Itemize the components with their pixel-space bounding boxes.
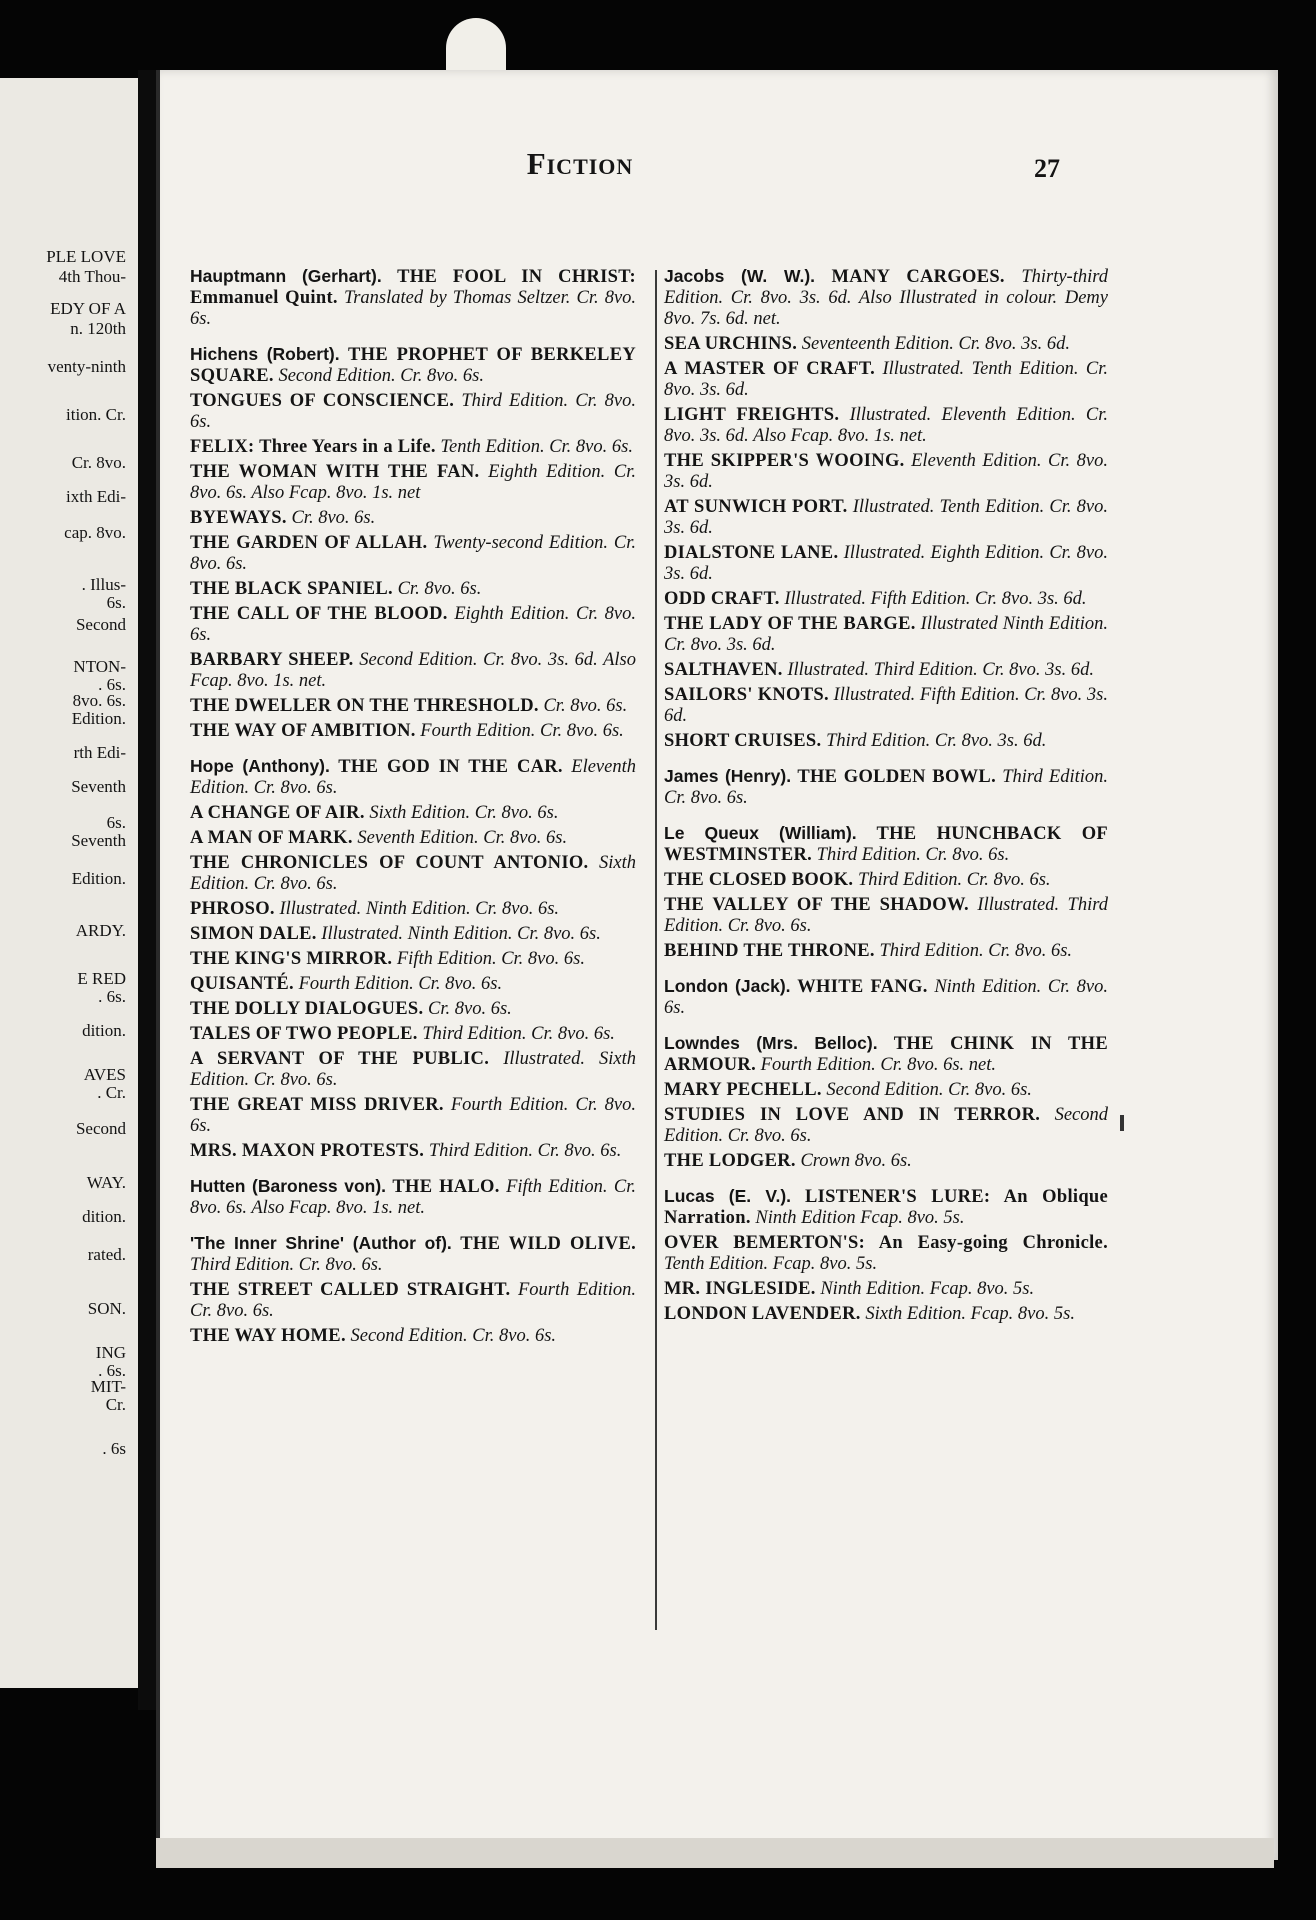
catalogue-entry: [190, 853, 636, 895]
entry-details: Ninth Edition. Fcap. 8vo. 5s.: [820, 1279, 1035, 1299]
left-page-fragment: EDY OF A: [50, 299, 126, 318]
entry-title: OVER BEMERTON'S: An Easy-going Chronicle.: [664, 1233, 1108, 1253]
catalogue-entry: [190, 437, 636, 458]
entry-details: Third Edition. Cr. 8vo. 6s.: [664, 767, 1109, 808]
entry-details: Sixth Edition. Cr. 8vo. 6s.: [190, 853, 636, 894]
entry-title: SHORT CRUISES.: [664, 731, 822, 751]
catalogue-entry: [190, 1176, 636, 1219]
entry-title: SEA URCHINS.: [664, 334, 798, 354]
catalogue-entry: [664, 895, 1108, 937]
left-page-fragment: rated.: [87, 1245, 126, 1264]
entry-details: Illustrated Ninth Edition. Cr. 8vo. 3s. 6d.: [664, 614, 1109, 655]
catalogue-entry: [190, 462, 636, 504]
entry-title: WHITE FANG.: [797, 977, 928, 997]
catalogue-entry: [664, 766, 1108, 809]
entry-details: Tenth Edition. Fcap. 8vo. 5s.: [664, 1254, 878, 1274]
catalogue-entry: [190, 391, 636, 433]
entry-title: AT SUNWICH PORT.: [664, 497, 848, 517]
left-page-fragment: rth Edi-: [73, 743, 126, 762]
catalogue-entry: [190, 533, 636, 575]
entry-details: Fourth Edition. Cr. 8vo. 6s.: [298, 974, 503, 994]
entry-title: THE WAY HOME.: [190, 1326, 346, 1346]
entry-details: Illustrated. Tenth Edition. Cr. 8vo. 3s. 6d.: [664, 359, 1109, 400]
entry-details: Third Edition. Cr. 8vo. 6s.: [428, 1141, 622, 1161]
entry-details: Sixth Edition. Cr. 8vo. 6s.: [369, 803, 559, 823]
catalogue-entry: [190, 999, 636, 1020]
catalogue-entry: [190, 1049, 636, 1091]
entry-title: BYEWAYS.: [190, 508, 287, 528]
catalogue-entry: [190, 974, 636, 995]
entry-title: THE CLOSED BOOK.: [664, 870, 854, 890]
entry-title: THE WILD OLIVE.: [460, 1234, 637, 1254]
entry-title: THE CHINK IN THE ARMOUR.: [664, 1034, 1108, 1075]
catalogue-entry: [664, 497, 1108, 539]
entry-details: Illustrated. Fifth Edition. Cr. 8vo. 3s. 6d.: [664, 685, 1109, 726]
left-page-fragment: ition. Cr.: [66, 405, 126, 424]
entry-details: Fifth Edition. Cr. 8vo. 6s.: [396, 949, 585, 969]
entry-details: Thirty-third Edition. Cr. 8vo. 3s. 6d. Also Illustrated in colour. Demy 8vo. 7s. 6d. net.: [664, 267, 1109, 329]
catalogue-entry: [664, 266, 1108, 330]
entry-details: Cr. 8vo. 6s.: [291, 508, 376, 528]
left-page-fragment: Edition.: [71, 869, 126, 888]
entry-title: MR. INGLESIDE.: [664, 1279, 816, 1299]
left-page-fragment: n. 120th: [70, 319, 126, 338]
entry-details: Translated by Thomas Seltzer. Cr. 8vo. 6s.: [190, 288, 637, 329]
left-page-fragment: dition.: [82, 1021, 126, 1040]
catalogue-entry: [664, 823, 1108, 866]
entry-details: Ninth Edition Fcap. 8vo. 5s.: [755, 1208, 965, 1228]
entry-details: Second Edition. Cr. 8vo. 6s.: [826, 1080, 1032, 1100]
catalogue-entry: [664, 1105, 1108, 1147]
entry-author: Lucas (E. V.).: [664, 1186, 792, 1206]
entry-details: Cr. 8vo. 6s.: [397, 579, 482, 599]
entry-title: MANY CARGOES.: [831, 267, 1005, 287]
entry-title: TONGUES OF CONSCIENCE.: [190, 391, 455, 411]
entry-title: THE KING'S MIRROR.: [190, 949, 393, 969]
entry-title: FELIX: Three Years in a Life.: [190, 437, 436, 457]
left-page-fragment: 8vo. 6s.: [72, 691, 126, 710]
catalogue-entry: [190, 1280, 636, 1322]
entry-title: A MASTER OF CRAFT.: [664, 359, 876, 379]
entry-details: Eighth Edition. Cr. 8vo. 6s. Also Fcap. 8vo. 1s. net: [190, 462, 637, 503]
entry-details: Tenth Edition. Cr. 8vo. 6s.: [440, 437, 633, 457]
entry-title: MRS. MAXON PROTESTS.: [190, 1141, 425, 1161]
entry-title: ODD CRAFT.: [664, 589, 780, 609]
entry-title: TALES OF TWO PEOPLE.: [190, 1024, 418, 1044]
entry-title: THE GOD IN THE CAR.: [338, 757, 563, 777]
entry-details: Third Edition. Cr. 8vo. 6s.: [816, 845, 1010, 865]
entry-title: THE WAY OF AMBITION.: [190, 721, 416, 741]
entry-title: QUISANTÉ.: [190, 974, 294, 994]
entry-title: DIALSTONE LANE.: [664, 543, 839, 563]
entry-title: THE GARDEN OF ALLAH.: [190, 533, 428, 553]
catalogue-entry: [190, 266, 636, 330]
catalogue-entry: [664, 589, 1108, 610]
catalogue-entry: [664, 405, 1108, 447]
left-page-fragment: Seventh: [71, 831, 126, 850]
entry-details: Third Edition. Cr. 8vo. 6s.: [190, 391, 636, 432]
catalogue-entry: [190, 721, 636, 742]
entry-author: Jacobs (W. W.).: [664, 266, 816, 286]
entry-title: THE FOOL IN CHRIST: Emmanuel Quint.: [190, 267, 636, 308]
entry-title: PHROSO.: [190, 899, 275, 919]
entry-details: Crown 8vo. 6s.: [800, 1151, 912, 1171]
catalogue-entry: [190, 803, 636, 824]
entry-details: Illustrated. Eleventh Edition. Cr. 8vo. 3s. 6d. Also Fcap. 8vo. 1s. net.: [664, 405, 1108, 446]
catalogue-entry: [190, 344, 636, 387]
left-page-fragment: . Illus-: [81, 575, 126, 594]
left-page-fragment: . Cr.: [97, 1083, 126, 1102]
catalogue-entry: [190, 924, 636, 945]
entry-details: Fourth Edition. Cr. 8vo. 6s.: [190, 1280, 636, 1321]
entry-details: Third Edition. Cr. 8vo. 3s. 6d.: [826, 731, 1047, 751]
left-page-fragment: venty-ninth: [47, 357, 126, 376]
entry-title: STUDIES IN LOVE AND IN TERROR.: [664, 1105, 1041, 1125]
entry-author: Hichens (Robert).: [190, 344, 340, 364]
entry-title: THE LADY OF THE BARGE.: [664, 614, 916, 634]
entry-details: Seventeenth Edition. Cr. 8vo. 3s. 6d.: [801, 334, 1070, 354]
entry-title: SALTHAVEN.: [664, 660, 783, 680]
page-number: 27: [1034, 154, 1060, 183]
catalogue-entry: [664, 1080, 1108, 1101]
catalogue-entry: [664, 731, 1108, 752]
entry-title: THE HALO.: [392, 1177, 500, 1197]
catalogue-entry: [664, 359, 1108, 401]
margin-mark: [1120, 1115, 1124, 1131]
catalogue-entry: [664, 1304, 1108, 1325]
catalogue-entry: [664, 1033, 1108, 1076]
catalogue-entry: [664, 1151, 1108, 1172]
left-page-fragment: Second: [75, 615, 126, 634]
catalogue-entry: [190, 828, 636, 849]
left-page-fragment: 6s.: [106, 593, 126, 612]
entry-details: Ninth Edition. Cr. 8vo. 6s.: [664, 977, 1109, 1018]
left-page-fragment: . 6s: [102, 1439, 126, 1458]
catalogue-entry: [190, 1141, 636, 1162]
entry-details: Fifth Edition. Cr. 8vo. 6s. Also Fcap. 8vo. 1s. net.: [190, 1177, 637, 1218]
catalogue-entry: [190, 1024, 636, 1045]
catalogue-entry: [190, 508, 636, 529]
entry-title: BARBARY SHEEP.: [190, 650, 354, 670]
entry-details: Illustrated. Fifth Edition. Cr. 8vo. 3s. 6d.: [784, 589, 1087, 609]
entry-title: THE HUNCHBACK OF WESTMINSTER.: [664, 824, 1108, 865]
entry-details: Illustrated. Third Edition. Cr. 8vo. 6s.: [664, 895, 1108, 936]
entry-details: Illustrated. Tenth Edition. Cr. 8vo. 3s. 6d.: [664, 497, 1108, 538]
left-page-fragment: SON.: [87, 1299, 126, 1318]
catalogue-entry: [190, 949, 636, 970]
entry-title: THE GREAT MISS DRIVER.: [190, 1095, 444, 1115]
catalogue-entry: [190, 1095, 636, 1137]
entry-details: Eleventh Edition. Cr. 8vo. 6s.: [190, 757, 636, 798]
entry-author: Hope (Anthony).: [190, 756, 330, 776]
left-page-fragment: AVES: [83, 1065, 126, 1084]
entry-details: Illustrated. Ninth Edition. Cr. 8vo. 6s.: [279, 899, 560, 919]
entry-details: Cr. 8vo. 6s.: [428, 999, 512, 1019]
entry-details: Cr. 8vo. 6s.: [543, 696, 628, 716]
entry-title: THE WOMAN WITH THE FAN.: [190, 462, 480, 482]
entry-title: THE CALL OF THE BLOOD.: [190, 604, 448, 624]
left-page-fragment: 6s.: [106, 813, 126, 832]
left-page-fragment: ixth Edi-: [66, 487, 126, 506]
catalogue-entry: [190, 650, 636, 692]
left-page-fragment: dition.: [82, 1207, 126, 1226]
entry-details: Eighth Edition. Cr. 8vo. 6s.: [190, 604, 637, 645]
entry-title: SIMON DALE.: [190, 924, 317, 944]
entry-details: Third Edition. Cr. 8vo. 6s.: [857, 870, 1051, 890]
entry-details: Twenty-second Edition. Cr. 8vo. 6s.: [190, 533, 637, 574]
entry-details: Seventh Edition. Cr. 8vo. 6s.: [357, 828, 568, 848]
catalogue-entry: [664, 941, 1108, 962]
catalogue-entry: [664, 1233, 1108, 1275]
left-page-fragment: WAY.: [86, 1173, 126, 1192]
entry-details: Illustrated. Eighth Edition. Cr. 8vo. 3s. 6d.: [664, 543, 1108, 584]
catalogue-entry: [664, 1279, 1108, 1300]
entry-details: Fourth Edition. Cr. 8vo. 6s.: [190, 1095, 637, 1136]
left-page-fragment: ARDY.: [75, 921, 126, 940]
left-page-fragment: Cr.: [105, 1395, 126, 1414]
catalogue-entry: [664, 976, 1108, 1019]
catalogue-entry: [190, 1233, 636, 1276]
entry-author: Hutten (Baroness von).: [190, 1176, 387, 1196]
catalogue-entry: [664, 870, 1108, 891]
entry-details: Third Edition. Cr. 8vo. 6s.: [879, 941, 1073, 961]
column-divider: [655, 270, 657, 1630]
entry-author: Lowndes (Mrs. Belloc).: [664, 1033, 878, 1053]
entry-title: THE CHRONICLES OF COUNT ANTONIO.: [190, 853, 589, 873]
entry-details: Fourth Edition. Cr. 8vo. 6s.: [420, 721, 624, 741]
left-page-fragment: Cr. 8vo.: [71, 453, 126, 472]
catalogue-entry: [190, 696, 636, 717]
entry-title: THE VALLEY OF THE SHADOW.: [664, 895, 969, 915]
entry-title: SAILORS' KNOTS.: [664, 685, 829, 705]
left-page-fragment: . 6s.: [98, 987, 126, 1006]
left-page-fragment: cap. 8vo.: [64, 523, 126, 542]
entry-title: THE DOLLY DIALOGUES.: [190, 999, 424, 1019]
entry-details: Third Edition. Cr. 8vo. 6s.: [190, 1255, 383, 1275]
catalogue-entry: [190, 1326, 636, 1347]
entry-author: London (Jack).: [664, 976, 791, 996]
entry-details: Illustrated. Sixth Edition. Cr. 8vo. 6s.: [190, 1049, 637, 1090]
entry-details: Third Edition. Cr. 8vo. 6s.: [422, 1024, 615, 1044]
entry-title: MARY PECHELL.: [664, 1080, 822, 1100]
left-column: [190, 266, 636, 1351]
entry-details: Sixth Edition. Fcap. 8vo. 5s.: [865, 1304, 1075, 1324]
entry-title: THE DWELLER ON THE THRESHOLD.: [190, 696, 539, 716]
entry-title: THE SKIPPER'S WOOING.: [664, 451, 905, 471]
catalogue-entry: [664, 451, 1108, 493]
left-page-fragment: NTON-: [73, 657, 126, 676]
page-bottom-edge: [156, 1838, 1274, 1868]
entry-title: A SERVANT OF THE PUBLIC.: [190, 1049, 490, 1069]
left-page-fragment: . 6s.: [98, 1361, 126, 1380]
left-page-fragment: E RED: [77, 969, 126, 988]
catalogue-entry: [190, 899, 636, 920]
entry-title: A MAN OF MARK.: [190, 828, 353, 848]
left-page-fragment: Edition.: [71, 709, 126, 728]
entry-author: Hauptmann (Gerhart).: [190, 266, 382, 286]
left-page-fragment: ING: [95, 1343, 126, 1362]
right-column: [664, 266, 1108, 1329]
entry-title: THE PROPHET OF BERKELEY SQUARE.: [190, 345, 636, 386]
left-page-fragment: . 6s.: [98, 675, 126, 694]
catalogue-entry: [664, 614, 1108, 656]
entry-author: 'The Inner Shrine' (Author of).: [190, 1233, 452, 1253]
entry-details: Fourth Edition. Cr. 8vo. 6s. net.: [760, 1055, 997, 1075]
catalogue-entry: [664, 1186, 1108, 1229]
entry-title: THE STREET CALLED STRAIGHT.: [190, 1280, 511, 1300]
left-page-fragment: MIT-: [90, 1377, 126, 1396]
running-head: Fiction: [526, 146, 634, 181]
entry-details: Second Edition. Cr. 8vo. 3s. 6d. Also Fcap. 8vo. 1s. net.: [190, 650, 636, 691]
left-page-fragment: PLE LOVE: [46, 247, 126, 266]
left-page-edge: [0, 78, 141, 1688]
catalogue-entry: [190, 756, 636, 799]
entry-details: Second Edition. Cr. 8vo. 6s.: [350, 1326, 557, 1346]
entry-title: LONDON LAVENDER.: [664, 1304, 861, 1324]
left-page-fragment: Second: [75, 1119, 126, 1138]
entry-title: THE LODGER.: [664, 1151, 796, 1171]
entry-details: Illustrated. Third Edition. Cr. 8vo. 3s. 6d.: [787, 660, 1094, 680]
left-page-fragment: 4th Thou-: [58, 267, 126, 286]
entry-title: THE BLACK SPANIEL.: [190, 579, 393, 599]
catalogue-entry: [664, 543, 1108, 585]
entry-title: THE GOLDEN BOWL.: [797, 767, 997, 787]
entry-details: Second Edition. Cr. 8vo. 6s.: [664, 1105, 1108, 1146]
entry-details: Eleventh Edition. Cr. 8vo. 3s. 6d.: [664, 451, 1109, 492]
entry-details: Second Edition. Cr. 8vo. 6s.: [278, 366, 484, 386]
entry-title: LISTENER'S LURE: An Oblique Narration.: [664, 1187, 1109, 1228]
left-page-fragment: Seventh: [71, 777, 126, 796]
entry-author: James (Henry).: [664, 766, 792, 786]
catalogue-entry: [664, 334, 1108, 355]
entry-title: BEHIND THE THRONE.: [664, 941, 875, 961]
entry-details: Illustrated. Ninth Edition. Cr. 8vo. 6s.: [321, 924, 601, 944]
catalogue-entry: [664, 660, 1108, 681]
catalogue-entry: [190, 579, 636, 600]
entry-author: Le Queux (William).: [664, 823, 857, 843]
catalogue-entry: [664, 685, 1108, 727]
catalogue-entry: [190, 604, 636, 646]
entry-title: LIGHT FREIGHTS.: [664, 405, 840, 425]
entry-title: A CHANGE OF AIR.: [190, 803, 365, 823]
